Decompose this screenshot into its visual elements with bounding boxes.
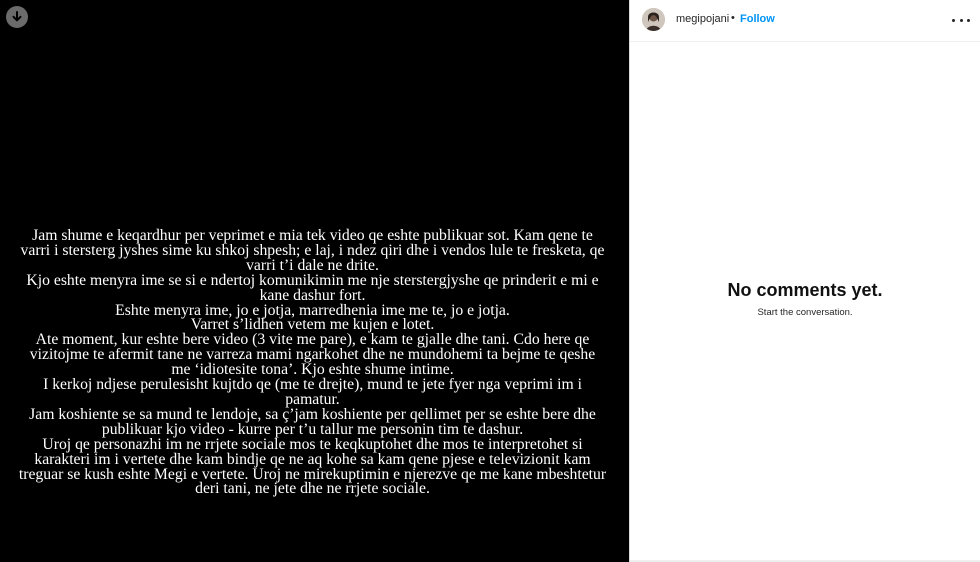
- statement-text: [8, 229, 617, 497]
- statement-line: Varret s’lidhen vetem me kujen e lotet.: [190, 316, 435, 334]
- statement-line: Ate moment, kur eshte bere video (3 vite me pare), e kam te gjalle dhe tani. Cdo here qe: [35, 331, 590, 349]
- post-header: [630, 0, 980, 42]
- username-link[interactable]: megipojani: [676, 13, 730, 25]
- statement-line: Uroj qe personazhi im ne rrjete sociale mos te keqkuptohet dhe mos te interpretohet si: [42, 435, 583, 453]
- statement-line: varri i stersterg jyshes sime ku shkoj shpesh; e laj, i ndez qiri dhe i vendos lule te fresketa, qe: [20, 241, 605, 259]
- statement-line: kane dashur fort.: [259, 286, 366, 304]
- more-dot: [967, 19, 970, 22]
- statement-line: treguar se kush eshte Megi e vertete. Uroj ne mirekuptimin e njerezve qe me kane mbeshtetur: [18, 465, 607, 483]
- statement-line: pamatur.: [285, 390, 340, 408]
- no-comments-subtitle: Start the conversation.: [757, 307, 853, 318]
- statement-line: karakteri im i vertete dhe kam bindje qe ne aq kohe sa kam qene pjese e televizionit kam: [34, 450, 591, 468]
- more-options-icon[interactable]: [952, 13, 970, 27]
- separator-dot: •: [731, 12, 735, 24]
- statement-line: I kerkoj ndjese perulesisht kujtdo qe (me te drejte), mund te jete fyer nga veprimi im i: [43, 376, 582, 394]
- statement-line: varri t’i dale ne drite.: [246, 256, 379, 274]
- statement-line: Jam shume e keqardhur per veprimet e mia tek video qe eshte publikuar sot. Kam qene te: [32, 227, 593, 244]
- statement-line: deri tani, ne jete dhe ne rrjete sociale.: [195, 480, 430, 498]
- more-dot: [952, 19, 955, 22]
- statement-line: publikuar kjo video - kurre per t’u tallur me personin tim te dashur.: [101, 420, 524, 438]
- statement-line: Kjo eshte menyra ime se si e ndertoj komunikimin me nje sterstergjyshe qe prinderit e mi e: [26, 271, 599, 289]
- avatar[interactable]: [642, 8, 665, 31]
- comments-panel: [629, 0, 980, 562]
- no-comments-title: No comments yet.: [727, 280, 883, 300]
- statement-line: Eshte menyra ime, jo e jotja, marredhenia ime me te, jo e jotja.: [115, 301, 510, 319]
- download-icon: [10, 10, 24, 24]
- statement-line: vizitojme te afermit tane ne varreza mami ngarkohet dhe ne mundohemi ta bejme te qeshe: [29, 346, 596, 364]
- follow-button[interactable]: Follow: [740, 13, 775, 25]
- more-dot: [960, 19, 963, 22]
- download-button[interactable]: [6, 6, 28, 28]
- profile-photo-icon: [642, 8, 665, 31]
- statement-line: me ‘idiotesite tona’. Kjo eshte shume intime.: [171, 361, 454, 379]
- statement-line: Jam koshiente se sa mund te lendoje, sa ç’jam koshiente per qellimet per se eshte bere dhe: [29, 405, 596, 423]
